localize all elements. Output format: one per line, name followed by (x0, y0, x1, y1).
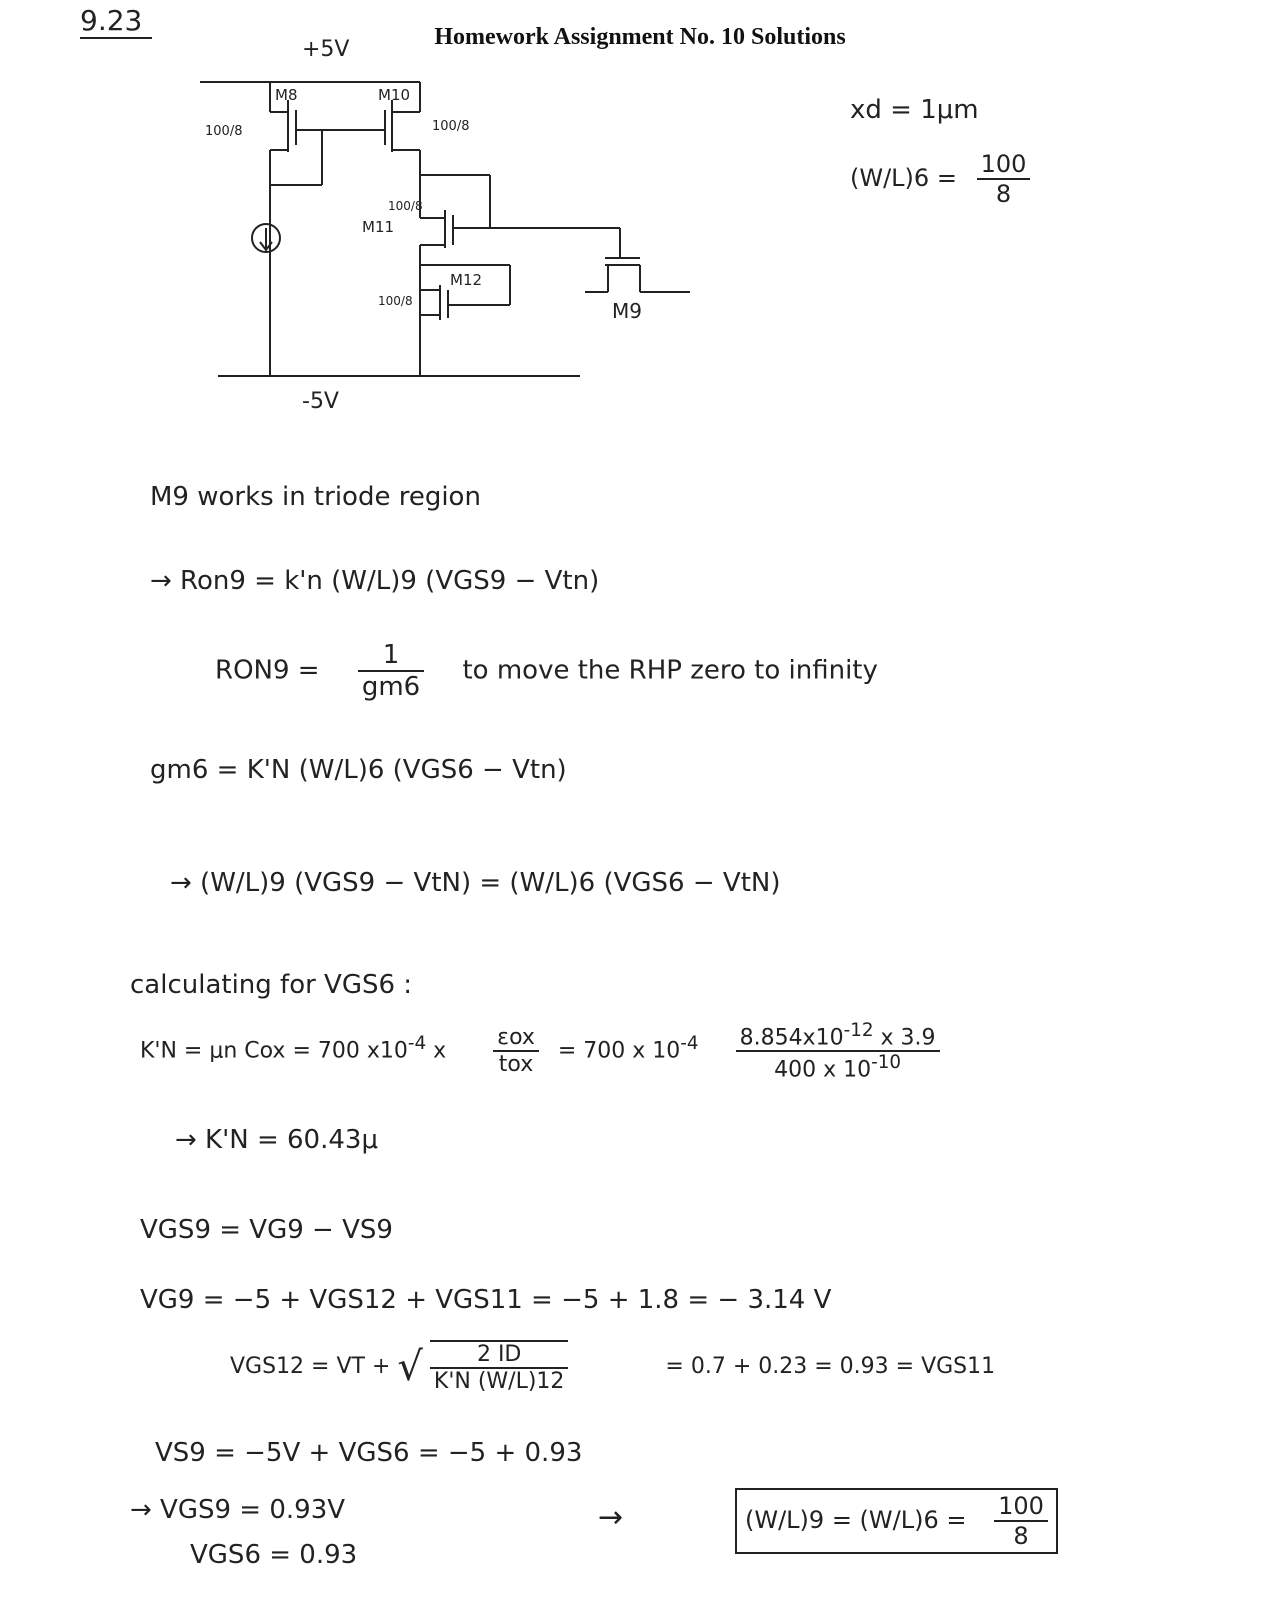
kn-x: x (426, 1038, 447, 1064)
vgs12-rhs: = 0.7 + 0.23 = 0.93 = VGS11 (665, 1354, 996, 1379)
final-lhs: (W/L)9 = (W/L)6 = (745, 1506, 967, 1534)
line-ron9-formula: → Ron9 = k'n (W/L)9 (VGS9 − Vtn) (150, 566, 600, 596)
kn-exp: -4 (407, 1033, 427, 1054)
line-vs9: VS9 = −5V + VGS6 = −5 + 0.93 (155, 1438, 583, 1468)
ron9-rhs: to move the RHP zero to infinity (462, 655, 878, 686)
problem-number: 9.23 (80, 4, 152, 39)
current-source (252, 224, 280, 252)
ron9-lhs: RON9 = (215, 655, 320, 686)
final-denominator: 8 (1013, 1522, 1029, 1550)
line-gm6: gm6 = K'N (W/L)6 (VGS6 − Vtn) (150, 755, 567, 785)
vgs12-lhs: VGS12 = VT + (230, 1354, 391, 1379)
sqrt-symbol: √ (397, 1344, 423, 1390)
line-vg9: VG9 = −5 + VGS12 + VGS11 = −5 + 1.8 = − 3.14 V (140, 1285, 832, 1315)
line-kn (140, 1020, 940, 1083)
final-fraction (994, 1492, 1048, 1550)
line-equality: → (W/L)9 (VGS9 − VtN) = (W/L)6 (VGS6 − VtN) (170, 868, 781, 898)
m8-label: M8 (275, 86, 298, 104)
kn-exp2: -4 (680, 1033, 699, 1054)
vgs12-fraction (430, 1340, 569, 1394)
transistor-m12 (378, 265, 510, 376)
kn-lhs: K'N = μn Cox = 700 x10 (140, 1038, 408, 1064)
kn-numeric-fraction (736, 1020, 940, 1083)
line-vgs9-result: → VGS9 = 0.93V (130, 1495, 346, 1525)
kn-eps-numerator: εox (493, 1025, 539, 1052)
vgs12-numerator: 2 ID (430, 1342, 569, 1369)
line-vgs6-result: VGS6 = 0.93 (190, 1540, 358, 1570)
m10-label: M10 (378, 86, 411, 104)
vdd-label: +5V (302, 37, 350, 62)
xd-value: xd = 1μm (850, 95, 979, 125)
kn-eps-fraction (493, 1025, 539, 1077)
vss-label: -5V (302, 389, 339, 414)
line-calculating: calculating for VGS6 : (130, 970, 413, 1000)
wl6-given (850, 150, 1030, 208)
ron9-numerator: 1 (358, 640, 424, 672)
final-arrow: → (598, 1500, 624, 1535)
vgs12-denominator: K'N (W/L)12 (433, 1369, 565, 1394)
kn-numeric-numerator: $8.854x10^{-12}$ x 3.9 (736, 1020, 940, 1052)
final-numerator: 100 (994, 1492, 1048, 1522)
circuit-schematic (0, 0, 720, 420)
m9-label: M9 (612, 299, 642, 323)
line-ron9-gm6 (215, 640, 878, 702)
wl6-numerator: 100 (977, 150, 1031, 180)
final-result-box (735, 1488, 1058, 1554)
line-vgs12 (230, 1340, 995, 1394)
kn-eps-denominator: tox (498, 1052, 534, 1078)
wl6-denominator: 8 (995, 180, 1012, 208)
wl6-fraction (977, 150, 1031, 208)
m11-ratio: 100/8 (388, 199, 423, 213)
page-title: Homework Assignment No. 10 Solutions (434, 24, 846, 50)
line-kn-result: → K'N = 60.43μ (175, 1125, 378, 1155)
kn-mid: = 700 x 10 (557, 1038, 681, 1064)
m12-ratio: 100/8 (378, 294, 413, 308)
m12-label: M12 (450, 271, 483, 289)
line-triode: M9 works in triode region (150, 482, 481, 512)
ron9-denominator: gm6 (361, 672, 421, 702)
transistor-m8 (205, 82, 385, 376)
wl6-lhs: (W/L)6 = (850, 164, 957, 192)
m8-ratio: 100/8 (205, 124, 243, 139)
m10-ratio: 100/8 (432, 119, 470, 134)
ron9-fraction (358, 640, 424, 702)
kn-numeric-denominator: 400 x $10^{-10}$ (774, 1052, 902, 1083)
transistor-m9 (585, 228, 690, 323)
m11-label: M11 (362, 218, 395, 236)
line-vgs9: VGS9 = VG9 − VS9 (140, 1215, 393, 1245)
